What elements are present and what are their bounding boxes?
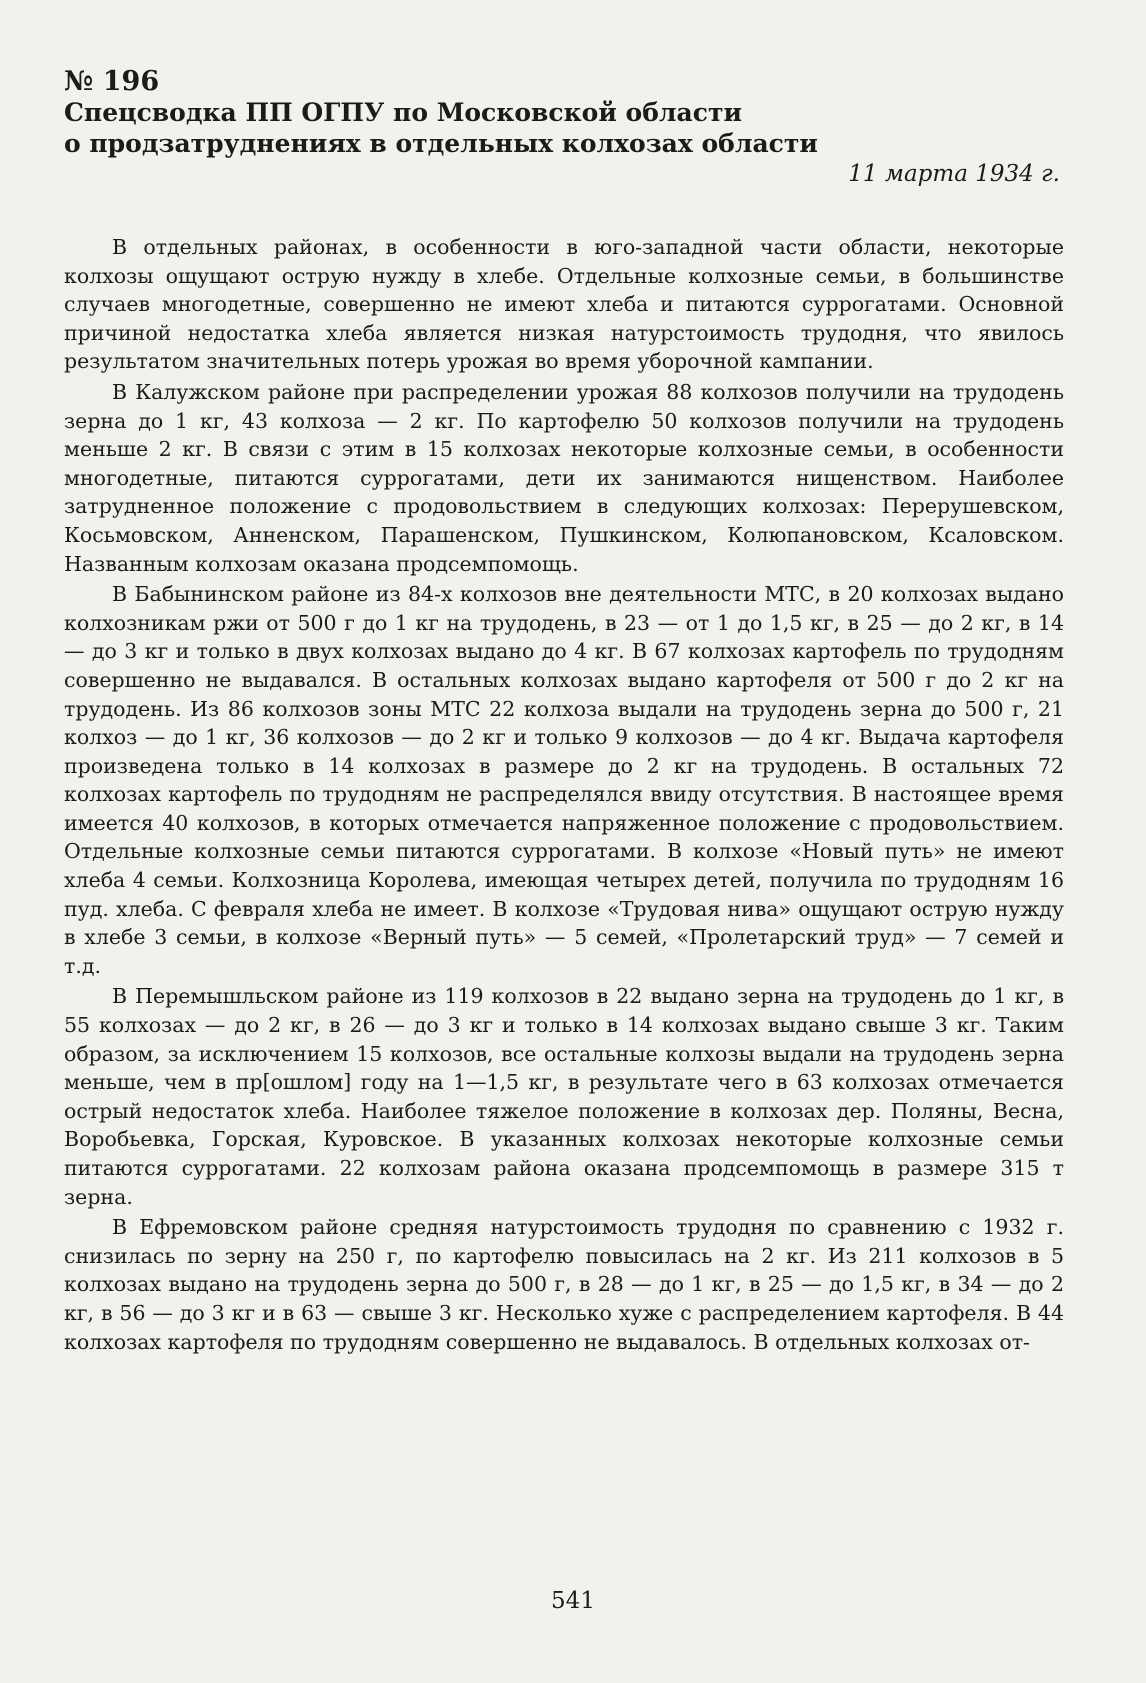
paragraph: В Бабынинском районе из 84-х колхозов вне деятельности МТС, в 20 колхозах выдано колхозникам ржи от 500 г до 1 кг на трудодень, в 23 — от 1 до 1,5 кг, в 25 — до 2 кг, в 14 — до 3 кг и только в двух колхозах выдано до 4 кг. В 67 колхозах картофель по трудодням совершенно не выдавался. В остальных колхозах выдано картофеля от 500 г до 2 кг на трудодень. Из 86 колхозов зоны МТС 22 колхоза выдали на трудодень зерна до 500 г, 21 колхоз — до 1 кг, 36 колхозов — до 2 кг и только 9 колхозов — до 4 кг. Выдача картофеля произведена только в 14 колхозах в размере до 2 кг на трудодень. В остальных 72 колхозах картофель по трудодням не распределялся ввиду отсутствия. В настоящее время имеется 40 колхозов, в которых отмечается напряженное положение с продовольствием. Отдельные колхозные семьи питаются суррогатами. В колхозе «Новый путь» не имеют хлеба 4 семьи. Колхозница Королева, имеющая четырех детей, получила по трудодням 16 пуд. хлеба. С февраля хлеба не имеет. В колхозе «Трудовая нива» ощущают острую нужду в хлебе 3 семьи, в колхозе «Верный путь» — 5 семей, «Пролетарский труд» — 7 семей и т.д. — [64, 582, 1064, 978]
paragraph: В Ефремовском районе средняя натурстоимость трудодня по сравнению с 1932 г. снизилась по зерну на 250 г, по картофелю повысилась на 2 кг. Из 211 колхозов в 5 колхозах выдано на трудодень зерна до 500 г, в 28 — до 1 кг, в 25 — до 1,5 кг, в 34 — до 2 кг, в 56 — до 3 кг и в 63 — свыше 3 кг. Несколько хуже с распределением картофеля. В 44 колхозах картофеля по трудодням совершенно не выдавалось. В отдельных колхозах от- — [64, 1215, 1064, 1354]
document-body — [64, 233, 1064, 1356]
document-title-line-1: Спецсводка ПП ОГПУ по Московской области — [64, 98, 742, 127]
document-date: 11 марта 1934 г. — [848, 161, 1060, 187]
document-number: № 196 — [64, 66, 160, 97]
document-content — [64, 66, 1064, 1358]
paragraph: В отдельных районах, в особенности в юго-западной части области, некоторые колхозы ощущают острую нужду в хлебе. Отдельные колхозные семьи, в большинстве случаев многодетные, совершенно не имеют хлеба и питаются суррогатами. Основной причиной недостатка хлеба является низкая натурстоимость трудодня, что явилось результатом значительных потерь урожая во время уборочной кампании. — [64, 235, 1064, 374]
document-title-line-2: о продзатруднениях в отдельных колхозах области — [64, 129, 818, 158]
paragraph: В Калужском районе при распределении урожая 88 колхозов получили на трудодень зерна до 1 кг, 43 колхоза — 2 кг. По картофелю 50 колхозов получили на трудодень меньше 2 кг. В связи с этим в 15 колхозах некоторые колхозные семьи, в особенности многодетные, питаются суррогатами, дети их занимаются нищенством. Наиболее затрудненное положение с продовольствием в следующих колхозах: Перерушевском, Косьмовском, Анненском, Парашенском, Пушкинском, Колюпановском, Ксаловском. Названным колхозам оказана продсемпомощь. — [64, 379, 1064, 576]
paragraph: В Перемышльском районе из 119 колхозов в 22 выдано зерна на трудодень до 1 кг, в 55 колхозах — до 2 кг, в 26 — до 3 кг и только в 14 колхозах выдано свыше 3 кг. Таким образом, за исключением 15 колхозов, все остальные колхозы выдали на трудодень зерна меньше, чем в пр[ошлом] году на 1—1,5 кг, в результате чего в 63 колхозах отмечается острый недостаток хлеба. Наиболее тяжелое положение в колхозах дер. Поляны, Весна, Воробьевка, Горская, Куровское. В указанных колхозах некоторые колхозные семьи питаются суррогатами. 22 колхозам района оказана продсемпомощь в размере 315 т зерна. — [64, 984, 1064, 1209]
page-number: 541 — [551, 1588, 595, 1614]
